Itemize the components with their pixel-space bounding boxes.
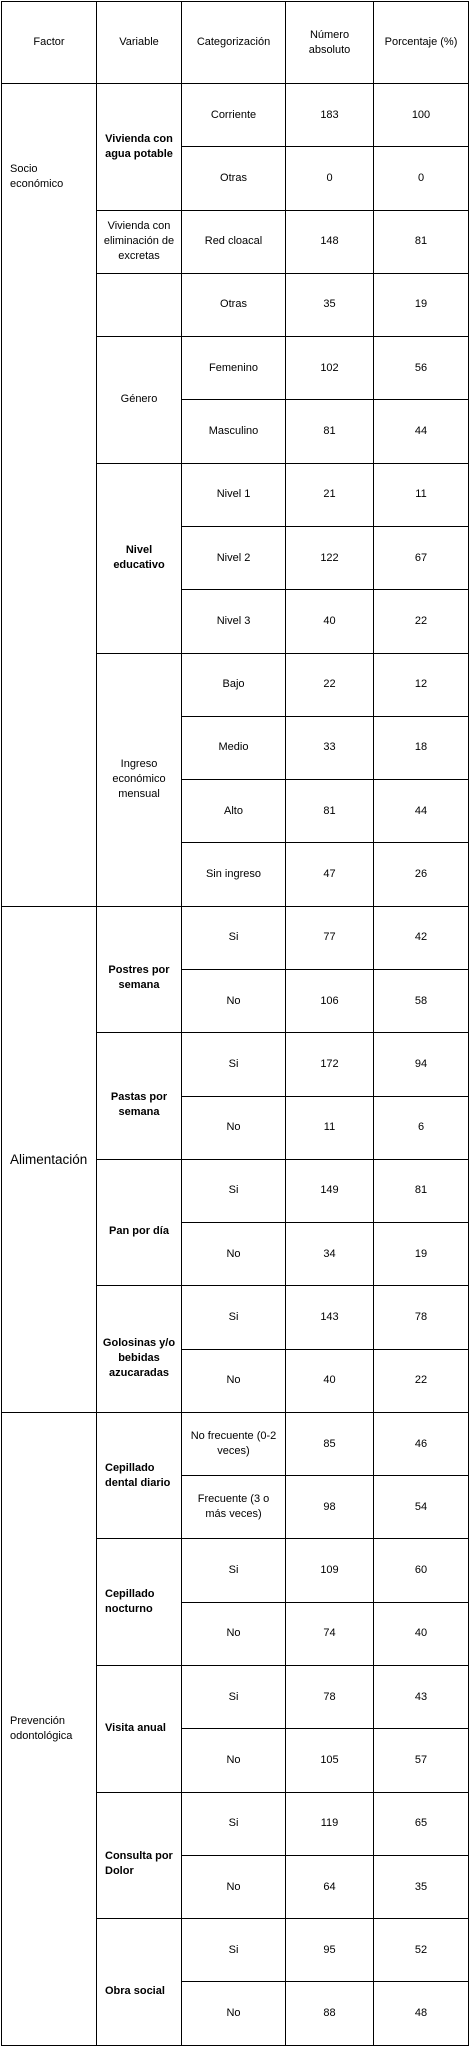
cell-porcentaje: 0 [374,147,469,210]
cell-numero: 21 [286,463,374,526]
cell-numero: 143 [286,1286,374,1349]
cell-porcentaje: 81 [374,210,469,273]
cell-numero: 149 [286,1159,374,1222]
cell-numero: 34 [286,1223,374,1286]
cell-numero: 40 [286,1349,374,1412]
cell-numero: 98 [286,1476,374,1539]
cell-numero: 148 [286,210,374,273]
cell-porcentaje: 52 [374,1919,469,1982]
variable-ingreso: Ingreso económico mensual [97,653,182,906]
cell-categorizacion: Bajo [182,653,286,716]
cell-porcentaje: 19 [374,273,469,336]
cell-categorizacion: No [182,1729,286,1792]
cell-categorizacion: Red cloacal [182,210,286,273]
header-row [2,2,469,84]
table-row [2,906,469,969]
variable-pan: Pan por día [97,1159,182,1286]
cell-categorizacion: Sin ingreso [182,843,286,906]
variable-genero: Género [97,337,182,464]
variable-vivienda-excretas: Vivienda con eliminación de excretas [97,210,182,273]
header-factor: Factor [2,2,97,84]
cell-categorizacion: No [182,1349,286,1412]
factor-socio-economico: Socio económico [2,84,97,907]
cell-categorizacion: Si [182,1286,286,1349]
cell-porcentaje: 56 [374,337,469,400]
variable-vivienda-agua: Vivienda con agua potable [97,84,182,211]
cell-porcentaje: 60 [374,1539,469,1602]
table-row [2,84,469,147]
cell-numero: 81 [286,400,374,463]
variable-golosinas: Golosinas y/o bebidas azucaradas [97,1286,182,1413]
variable-pastas: Pastas por semana [97,1033,182,1160]
cell-categorizacion: Si [182,1792,286,1855]
cell-categorizacion: No [182,1223,286,1286]
cell-porcentaje: 18 [374,716,469,779]
cell-porcentaje: 19 [374,1223,469,1286]
header-numero-absoluto: Número absoluto [286,2,374,84]
cell-porcentaje: 48 [374,1982,469,2046]
cell-porcentaje: 6 [374,1096,469,1159]
cell-porcentaje: 54 [374,1476,469,1539]
cell-porcentaje: 22 [374,590,469,653]
cell-numero: 88 [286,1982,374,2046]
cell-numero: 74 [286,1602,374,1665]
cell-porcentaje: 26 [374,843,469,906]
cell-porcentaje: 67 [374,526,469,589]
variable-empty [97,273,182,336]
cell-porcentaje: 65 [374,1792,469,1855]
cell-categorizacion: No [182,1096,286,1159]
cell-numero: 40 [286,590,374,653]
cell-porcentaje: 100 [374,84,469,147]
cell-categorizacion: Medio [182,716,286,779]
cell-porcentaje: 58 [374,969,469,1032]
cell-numero: 102 [286,337,374,400]
cell-numero: 0 [286,147,374,210]
cell-numero: 78 [286,1666,374,1729]
header-categorizacion: Categorización [182,2,286,84]
cell-numero: 77 [286,906,374,969]
cell-categorizacion: Masculino [182,400,286,463]
cell-numero: 95 [286,1919,374,1982]
cell-porcentaje: 81 [374,1159,469,1222]
factor-alimentacion: Alimentación [2,906,97,1412]
variable-obra-social: Obra social [97,1919,182,2046]
cell-categorizacion: Corriente [182,84,286,147]
factor-prevencion: Prevención odontológica [2,1412,97,2045]
cell-categorizacion: Nivel 1 [182,463,286,526]
cell-numero: 172 [286,1033,374,1096]
cell-porcentaje: 40 [374,1602,469,1665]
variable-postres: Postres por semana [97,906,182,1033]
cell-categorizacion: Si [182,1919,286,1982]
cell-numero: 119 [286,1792,374,1855]
cell-categorizacion: Otras [182,147,286,210]
cell-porcentaje: 22 [374,1349,469,1412]
cell-porcentaje: 11 [374,463,469,526]
variable-visita-anual: Visita anual [97,1666,182,1793]
cell-porcentaje: 46 [374,1412,469,1475]
cell-porcentaje: 44 [374,780,469,843]
cell-numero: 47 [286,843,374,906]
cell-numero: 64 [286,1855,374,1918]
variable-consulta-dolor: Consulta por Dolor [97,1792,182,1919]
cell-porcentaje: 44 [374,400,469,463]
cell-categorizacion: Otras [182,273,286,336]
cell-porcentaje: 42 [374,906,469,969]
cell-numero: 105 [286,1729,374,1792]
cell-categorizacion: Nivel 3 [182,590,286,653]
cell-porcentaje: 94 [374,1033,469,1096]
cell-categorizacion: Femenino [182,337,286,400]
cell-categorizacion: Si [182,1159,286,1222]
cell-categorizacion: Frecuente (3 o más veces) [182,1476,286,1539]
cell-categorizacion: Si [182,1539,286,1602]
cell-categorizacion: No [182,969,286,1032]
cell-porcentaje: 57 [374,1729,469,1792]
table-row [2,1412,469,1475]
data-table [1,1,469,2046]
header-variable: Variable [97,2,182,84]
cell-porcentaje: 12 [374,653,469,716]
cell-numero: 85 [286,1412,374,1475]
cell-numero: 109 [286,1539,374,1602]
cell-categorizacion: Nivel 2 [182,526,286,589]
cell-porcentaje: 78 [374,1286,469,1349]
cell-porcentaje: 43 [374,1666,469,1729]
cell-categorizacion: Alto [182,780,286,843]
cell-porcentaje: 35 [374,1855,469,1918]
cell-numero: 33 [286,716,374,779]
header-porcentaje: Porcentaje (%) [374,2,469,84]
cell-numero: 35 [286,273,374,336]
cell-categorizacion: Si [182,1033,286,1096]
cell-categorizacion: No [182,1855,286,1918]
variable-cepillado-nocturno: Cepillado nocturno [97,1539,182,1666]
cell-numero: 183 [286,84,374,147]
cell-numero: 122 [286,526,374,589]
cell-categorizacion: No [182,1982,286,2046]
variable-cepillado-diario: Cepillado dental diario [97,1412,182,1539]
cell-numero: 106 [286,969,374,1032]
cell-categorizacion: No frecuente (0-2 veces) [182,1412,286,1475]
cell-numero: 11 [286,1096,374,1159]
cell-categorizacion: Si [182,906,286,969]
variable-nivel-educativo: Nivel educativo [97,463,182,653]
cell-categorizacion: No [182,1602,286,1665]
cell-numero: 81 [286,780,374,843]
cell-categorizacion: Si [182,1666,286,1729]
cell-numero: 22 [286,653,374,716]
